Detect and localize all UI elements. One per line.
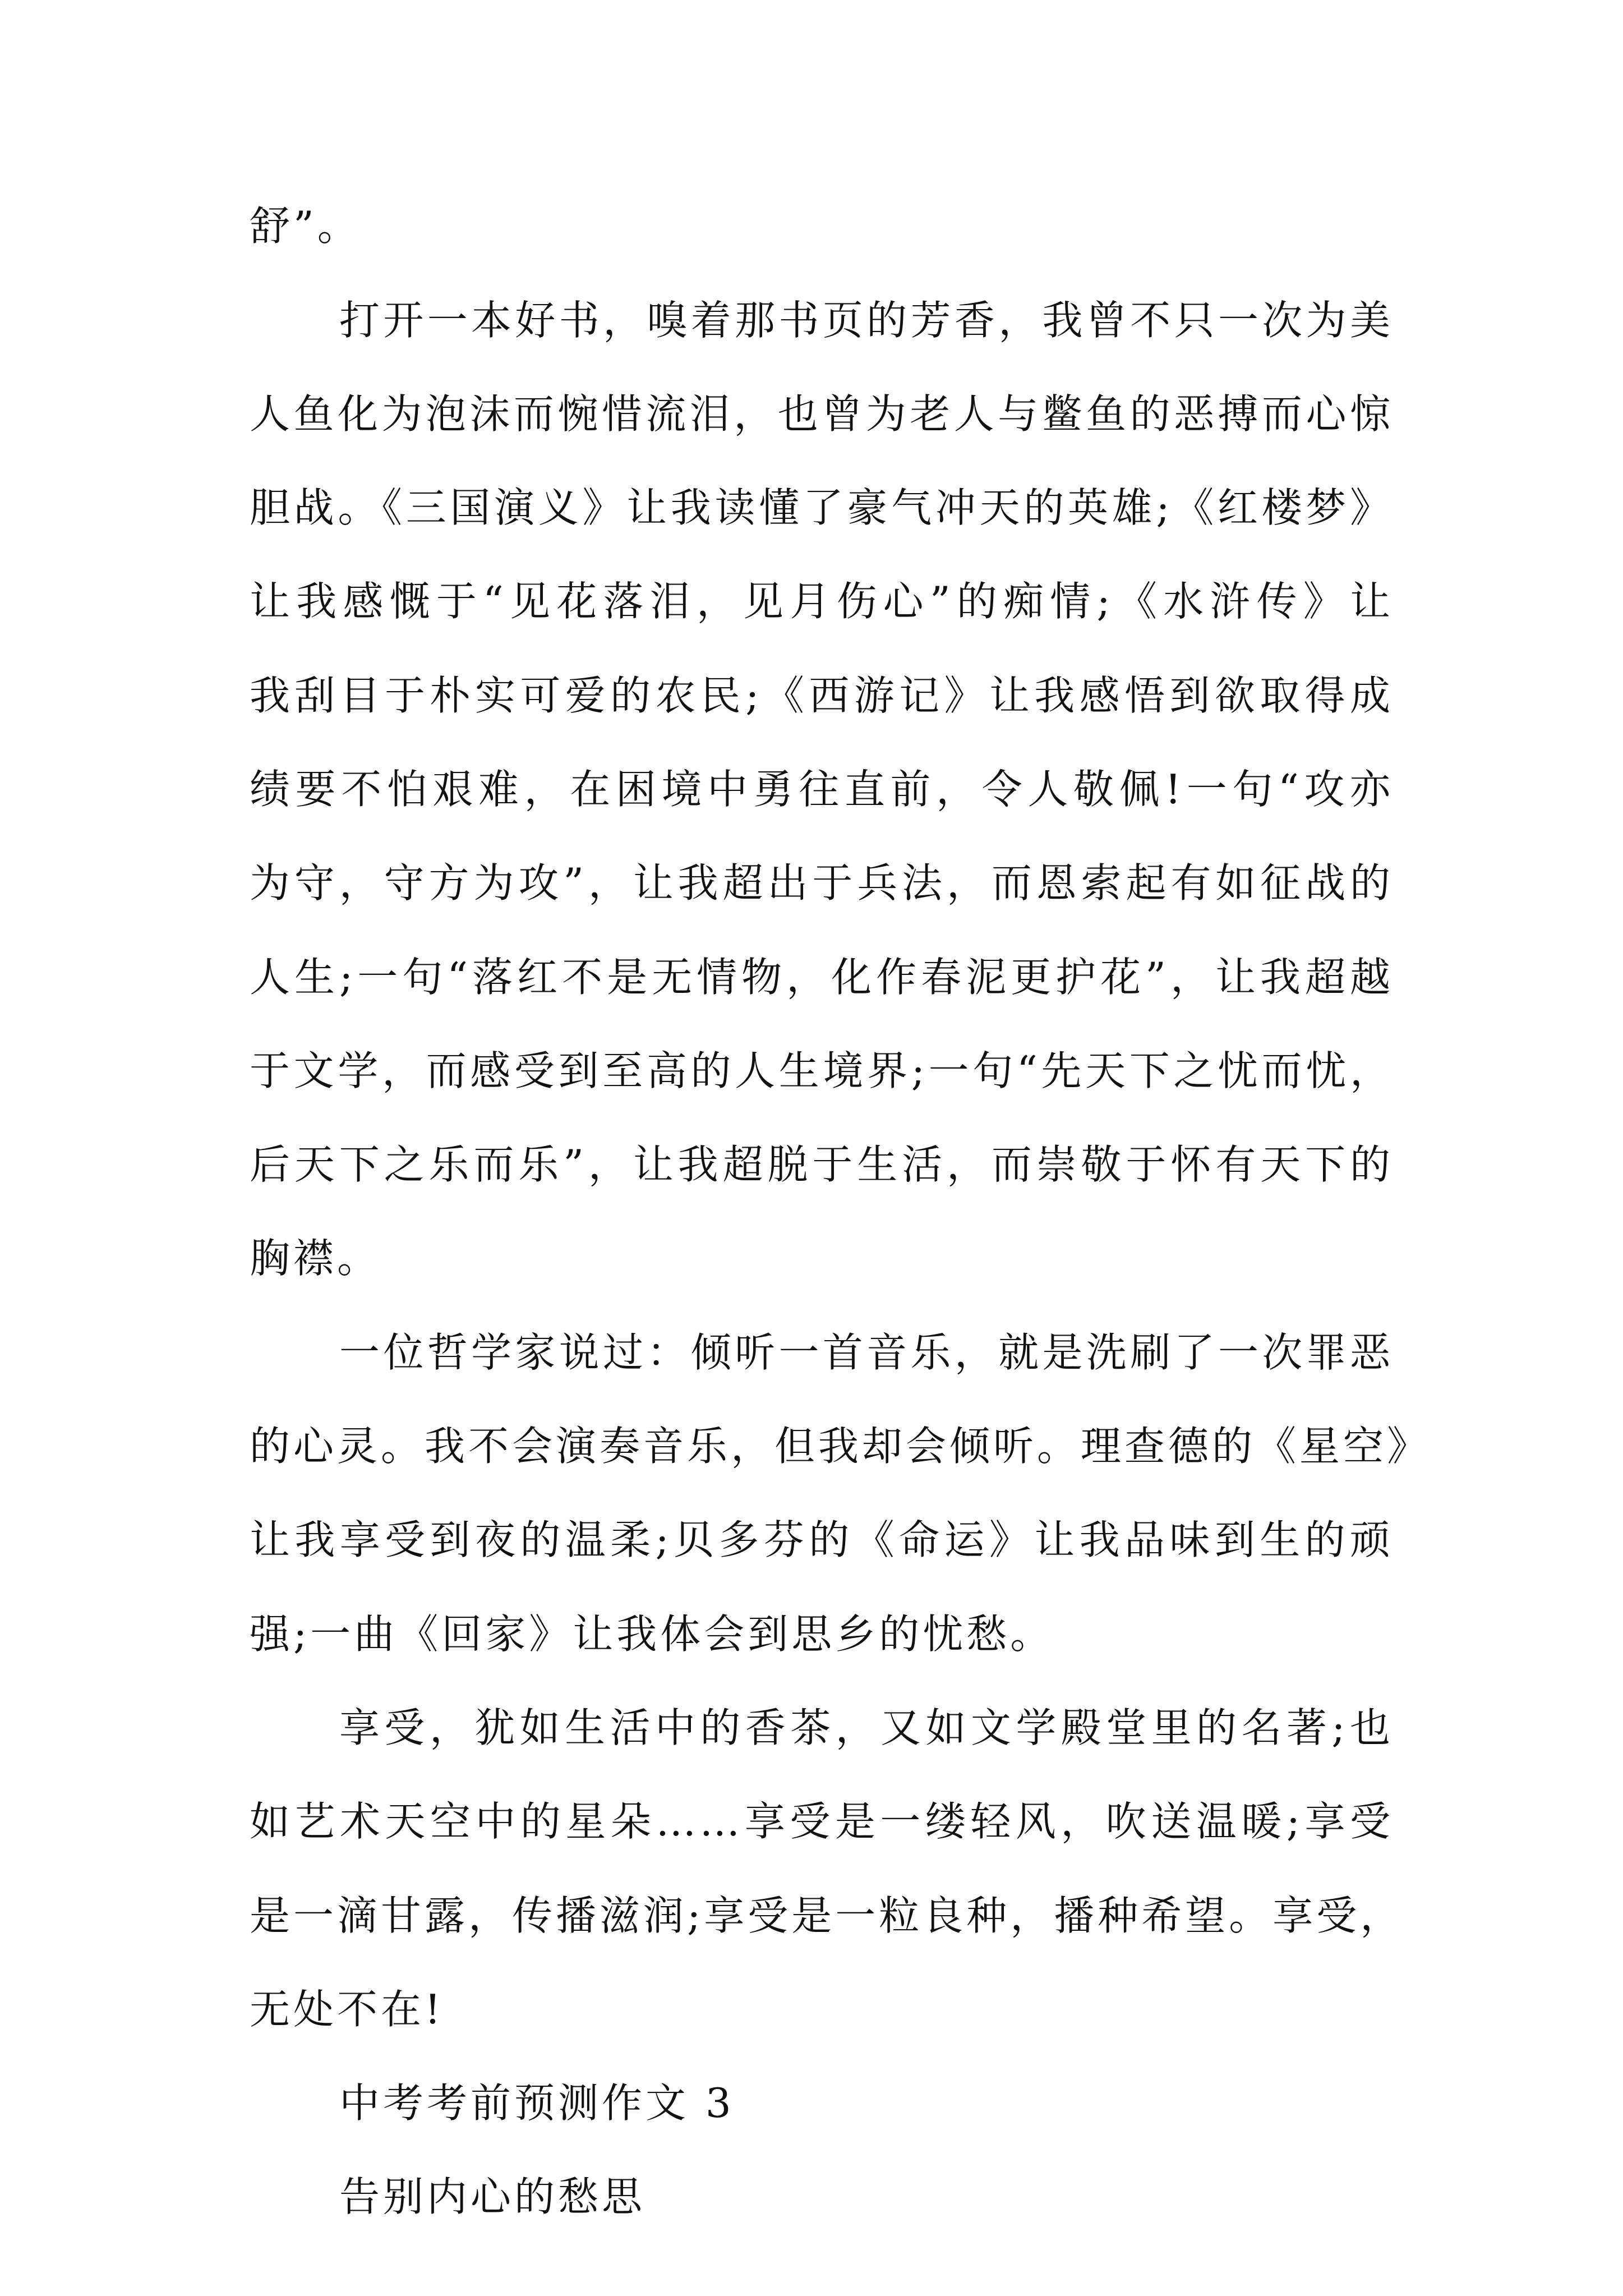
text-line: 于文学，而感受到至高的人生境界;一句“先天下之忧而忧， <box>250 1047 1394 1094</box>
paragraph-first-line: 享受，犹如生活中的香茶，又如文学殿堂里的名著;也 <box>339 1704 1394 1751</box>
text-line: 为守，守方为攻”，让我超出于兵法，而恩索起有如征战的 <box>250 859 1394 907</box>
essay-title: 告别内心的愁思 <box>339 2173 646 2220</box>
paragraph-first-line: 一位哲学家说过：倾听一首音乐，就是洗刷了一次罪恶 <box>339 1329 1394 1376</box>
text-line: 强;一曲《回家》让我体会到思乡的忧愁。 <box>250 1611 1054 1658</box>
text-line: 舒”。 <box>250 203 361 250</box>
text-line: 的心灵。我不会演奏音乐，但我却会倾听。理查德的《星空》 <box>250 1423 1431 1470</box>
paragraph-first-line: 打开一本好书，嗅着那书页的芳香，我曾不只一次为美 <box>339 297 1394 344</box>
text-line: 我刮目于朴实可爱的农民;《西游记》让我感悟到欲取得成 <box>250 672 1394 719</box>
text-line: 人鱼化为泡沫而惋惜流泪，也曾为老人与鳖鱼的恶搏而心惊 <box>250 390 1394 438</box>
text-line: 胸襟。 <box>250 1235 381 1282</box>
text-line: 让我享受到夜的温柔;贝多芬的《命运》让我品味到生的顽 <box>250 1516 1394 1563</box>
text-line: 人生;一句“落红不是无情物，化作春泥更护花”，让我超越 <box>250 954 1394 1001</box>
section-heading: 中考考前预测作文 3 <box>339 2079 735 2127</box>
text-line: 如艺术天空中的星朵……享受是一缕轻风，吹送温暖;享受 <box>250 1798 1394 1845</box>
text-line: 后天下之乐而乐”，让我超脱于生活，而崇敬于怀有天下的 <box>250 1141 1394 1188</box>
text-line: 绩要不怕艰难，在困境中勇往直前，令人敬佩!一句“攻亦 <box>250 766 1394 813</box>
text-line: 胆战。《三国演义》让我读懂了豪气冲天的英雄;《红楼梦》 <box>250 484 1394 531</box>
text-line: 让我感慨于“见花落泪，见月伤心”的痴情;《水浒传》让 <box>250 578 1394 625</box>
text-line: 无处不在! <box>250 1986 444 2033</box>
text-line: 是一滴甘露，传播滋润;享受是一粒良种，播种希望。享受， <box>250 1892 1404 1939</box>
